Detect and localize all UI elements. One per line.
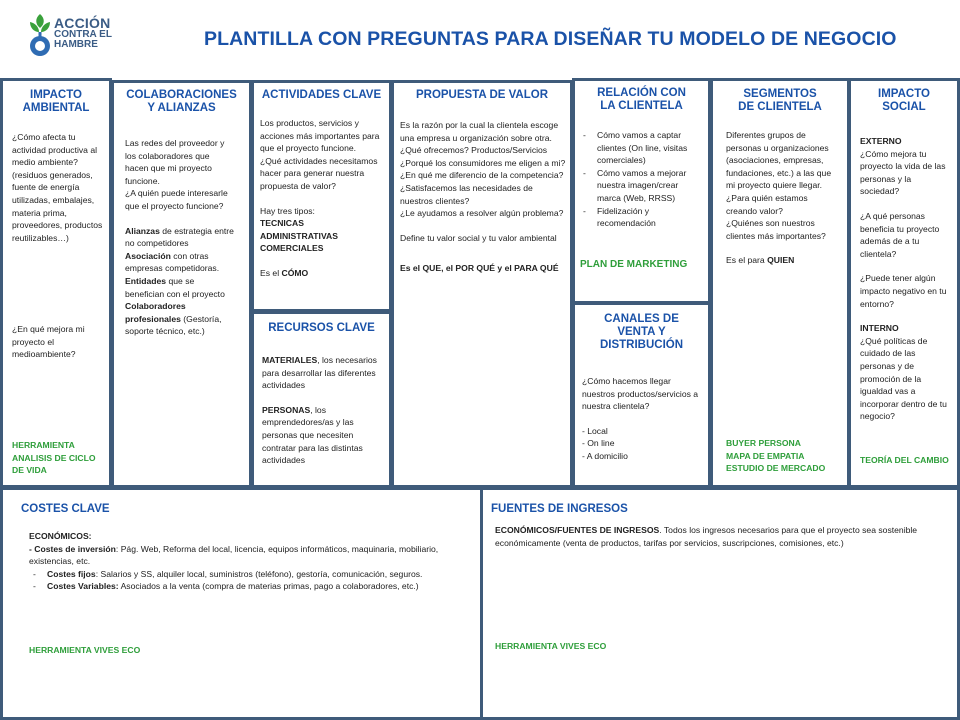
segmentos-tool: ESTUDIO DE MERCADO bbox=[726, 463, 826, 474]
propuesta-line: ¿Le ayudamos a resolver algún problema? bbox=[400, 208, 564, 219]
propuesta-line: Es la razón por la cual la clientela escoge una empresa u organización sobre otra. bbox=[400, 120, 559, 143]
page-title: PLANTILLA CON PREGUNTAS PARA DISEÑAR TU MODELO DE NEGOCIO bbox=[204, 28, 897, 50]
impacto-social-tool: TEORÍA DEL CAMBIO bbox=[860, 455, 949, 465]
impacto-ambiental-panel bbox=[0, 78, 112, 488]
propuesta-line: ¿En qué me diferencio de la competencia? bbox=[400, 170, 564, 181]
relacion-clientela-title: RELACIÓN CON LA CLIENTELA bbox=[597, 87, 686, 112]
actividades-clave-title: ACTIVIDADES CLAVE bbox=[261, 89, 382, 101]
propuesta-final: Es el QUE, el POR QUÉ y el PARA QUÉ bbox=[400, 263, 559, 274]
actividades-clave-panel: ACTIVIDADES CLAVE Los productos, servicios y acciones más importantes para que el proyecto funcione. ¿Qué actividades necesitamos hacer para generar nuestra propuesta de valor? Hay tres tipos: TECNICAS ADMINISTRATIVAS COMERCIALES Es el CÓMO bbox=[251, 80, 392, 312]
relacion-plan: PLAN DE MARKETING bbox=[580, 259, 688, 270]
recursos-clave-panel: RECURSOS CLAVE MATERIALES, los necesarios para desarrollar las diferentes actividades PERSONAS, los emprendedores/as y las personas que necesiten contratar para las distintas actividades bbox=[251, 311, 392, 488]
segmentos-tool: BUYER PERSONA bbox=[726, 438, 801, 448]
wheat-logo-icon bbox=[26, 10, 54, 62]
canales-item: - On line bbox=[582, 438, 615, 449]
segmentos-panel: SEGMENTOS DE CLIENTELA Diferentes grupos de personas u organizaciones (asociaciones, empresas, fundaciones, etc.) a las que mi proyecto quiere llegar. ¿Para quién estamos creando valor? ¿Quiénes son nuestros clientes más importantes? Es el para QUIEN BUYER PERSONA MAPA DE EMPATIA ESTUDIO DE MERCADO bbox=[710, 78, 850, 488]
actividades-tipos: Hay tres tipos: bbox=[260, 205, 315, 216]
recursos-clave-title: RECURSOS CLAVE bbox=[268, 322, 375, 334]
relacion-item: - Cómo vamos a captar clientes (On line, visitas comerciales) bbox=[579, 129, 703, 167]
propuesta-valor-title: PROPUESTA DE VALOR bbox=[415, 89, 549, 101]
costes-clave-panel: COSTES CLAVE ECONÓMICOS: - Costes de inversión: Pág. Web, Reforma del local, licencia, equipos informáticos, maquinaria, mobiliario, existencias, etc. - Costes fijos: Salarios y SS, alquiler local, suministros (teléfono), gestoría, comunicación, seguros. - Costes Variables: Asociados a la venta (compra de materias primas, pago a colaboradores, etc.) HERRAMIENTA VIVES ECO bbox=[0, 487, 483, 720]
ingresos-tool: HERRAMIENTA VIVES ECO bbox=[495, 641, 607, 651]
colaboraciones-panel: COLABORACIONES Y ALIANZAS Las redes del proveedor y los colaboradores que hacen que mi proyecto funcione. ¿A quién puede interesarle que el proyecto funcione? Alianzas de estrategia entre no competidores Asociación con otras empresas competidoras. Entidades que se benefician con el proyecto Colaboradores profesionales (Gestoría, soporte técnico, etc.) bbox=[111, 80, 252, 488]
actividades-p2: ¿Qué actividades necesitamos hacer para generar nuestra propuesta de valor? bbox=[260, 155, 378, 191]
impacto-ambiental-title: IMPACTO AMBIENTAL bbox=[22, 89, 90, 114]
propuesta-line: ¿Qué ofrecemos? Productos/Servicios bbox=[400, 145, 548, 156]
colaboraciones-title: COLABORACIONES Y ALIANZAS bbox=[126, 89, 237, 114]
costes-clave-title: COSTES CLAVE bbox=[21, 503, 110, 515]
propuesta-line: ¿Satisfacemos las necesidades de nuestros clientes? bbox=[400, 182, 533, 206]
logo-line-1: ACCIÓN bbox=[54, 15, 111, 31]
colaboraciones-p2: ¿A quién puede interesarle que el proyecto funcione? bbox=[125, 188, 228, 211]
fuentes-ingresos-title: FUENTES DE INGRESOS bbox=[491, 503, 628, 515]
segmentos-title: SEGMENTOS DE CLIENTELA bbox=[738, 88, 822, 113]
impacto-social-externo: EXTERNO bbox=[860, 136, 902, 146]
impacto-social-q4: ¿Qué políticas de cuidado de las personas y de promoción de la igualdad vas a incorporar dentro de tu negocio? bbox=[860, 335, 947, 422]
canales-item: - Local bbox=[582, 425, 608, 436]
impacto-ambiental-q1: ¿Cómo afecta tu actividad productiva al medio ambiente? (residuos generados, fuente de energía utilizadas, embalajes, materia prima, proveedores, productos reutilizables…) bbox=[12, 132, 103, 243]
impacto-social-panel bbox=[848, 78, 960, 488]
propuesta-define: Define tu valor social y tu valor ambiental bbox=[400, 232, 557, 243]
segmentos-tool: MAPA DE EMPATIA bbox=[726, 450, 805, 461]
impacto-social-title: IMPACTO SOCIAL bbox=[878, 88, 930, 113]
segmentos-p2: ¿Para quién estamos creando valor? bbox=[726, 192, 808, 216]
logo bbox=[26, 10, 126, 62]
fuentes-ingresos-panel: FUENTES DE INGRESOS ECONÓMICOS/FUENTES DE INGRESOS. Todos los ingresos necesarios para que el proyecto sea sostenible económicamente (venta de productos, tarifas por servicios, suscripciones, comisiones, etc.) HERRAMIENTA VIVES ECO bbox=[480, 487, 960, 720]
relacion-clientela-panel bbox=[572, 78, 711, 304]
logo-line-2: CONTRA EL bbox=[54, 29, 112, 40]
relacion-item: - Fidelización y recomendación bbox=[579, 205, 703, 230]
canales-question: ¿Cómo hacemos llegar nuestros productos/servicios a nuestra clientela? bbox=[582, 376, 699, 412]
impacto-social-q3: ¿Puede tener algún impacto negativo en tu entorno? bbox=[860, 273, 947, 309]
impacto-ambiental-q2: ¿En qué mejora mi proyecto el medioambiente? bbox=[12, 324, 85, 360]
propuesta-valor-panel bbox=[391, 80, 573, 488]
propuesta-line: ¿Porqué los consumidores me eligen a mi? bbox=[400, 157, 566, 168]
actividades-p1: Los productos, servicios y acciones más importantes para que el proyecto funcione. bbox=[260, 118, 380, 154]
impacto-ambiental-tool: HERRAMIENTA ANALISIS DE CICLO DE VIDA bbox=[12, 440, 96, 476]
impacto-social-interno: INTERNO bbox=[860, 323, 899, 334]
canales-item: - A domicilio bbox=[582, 450, 628, 461]
canales-panel bbox=[572, 302, 711, 488]
segmentos-p3: ¿Quiénes son nuestros clientes más importantes? bbox=[726, 218, 826, 241]
impacto-social-q1: ¿Cómo mejora tu proyecto la vida de las personas y la sociedad? bbox=[860, 148, 946, 197]
impacto-social-q2: ¿A qué personas beneficia tu proyecto además de a tu clientela? bbox=[860, 210, 940, 259]
canales-title: CANALES DE VENTA Y DISTRIBUCIÓN bbox=[599, 313, 684, 351]
costes-economicos: ECONÓMICOS: bbox=[29, 531, 92, 541]
logo-line-3: HAMBRE bbox=[54, 39, 98, 50]
relacion-item: - Cómo vamos a mejorar nuestra imagen/crear marca (Web, RRSS) bbox=[579, 167, 703, 205]
colaboraciones-p1: Las redes del proveedor y los colaboradores que hacen que mi proyecto funcione. bbox=[125, 138, 225, 186]
costes-tool: HERRAMIENTA VIVES ECO bbox=[29, 645, 141, 655]
segmentos-p1: Diferentes grupos de personas u organizaciones (asociaciones, empresas, fundaciones, etc.) a las que mi proyecto quiere llegar. bbox=[726, 130, 832, 191]
